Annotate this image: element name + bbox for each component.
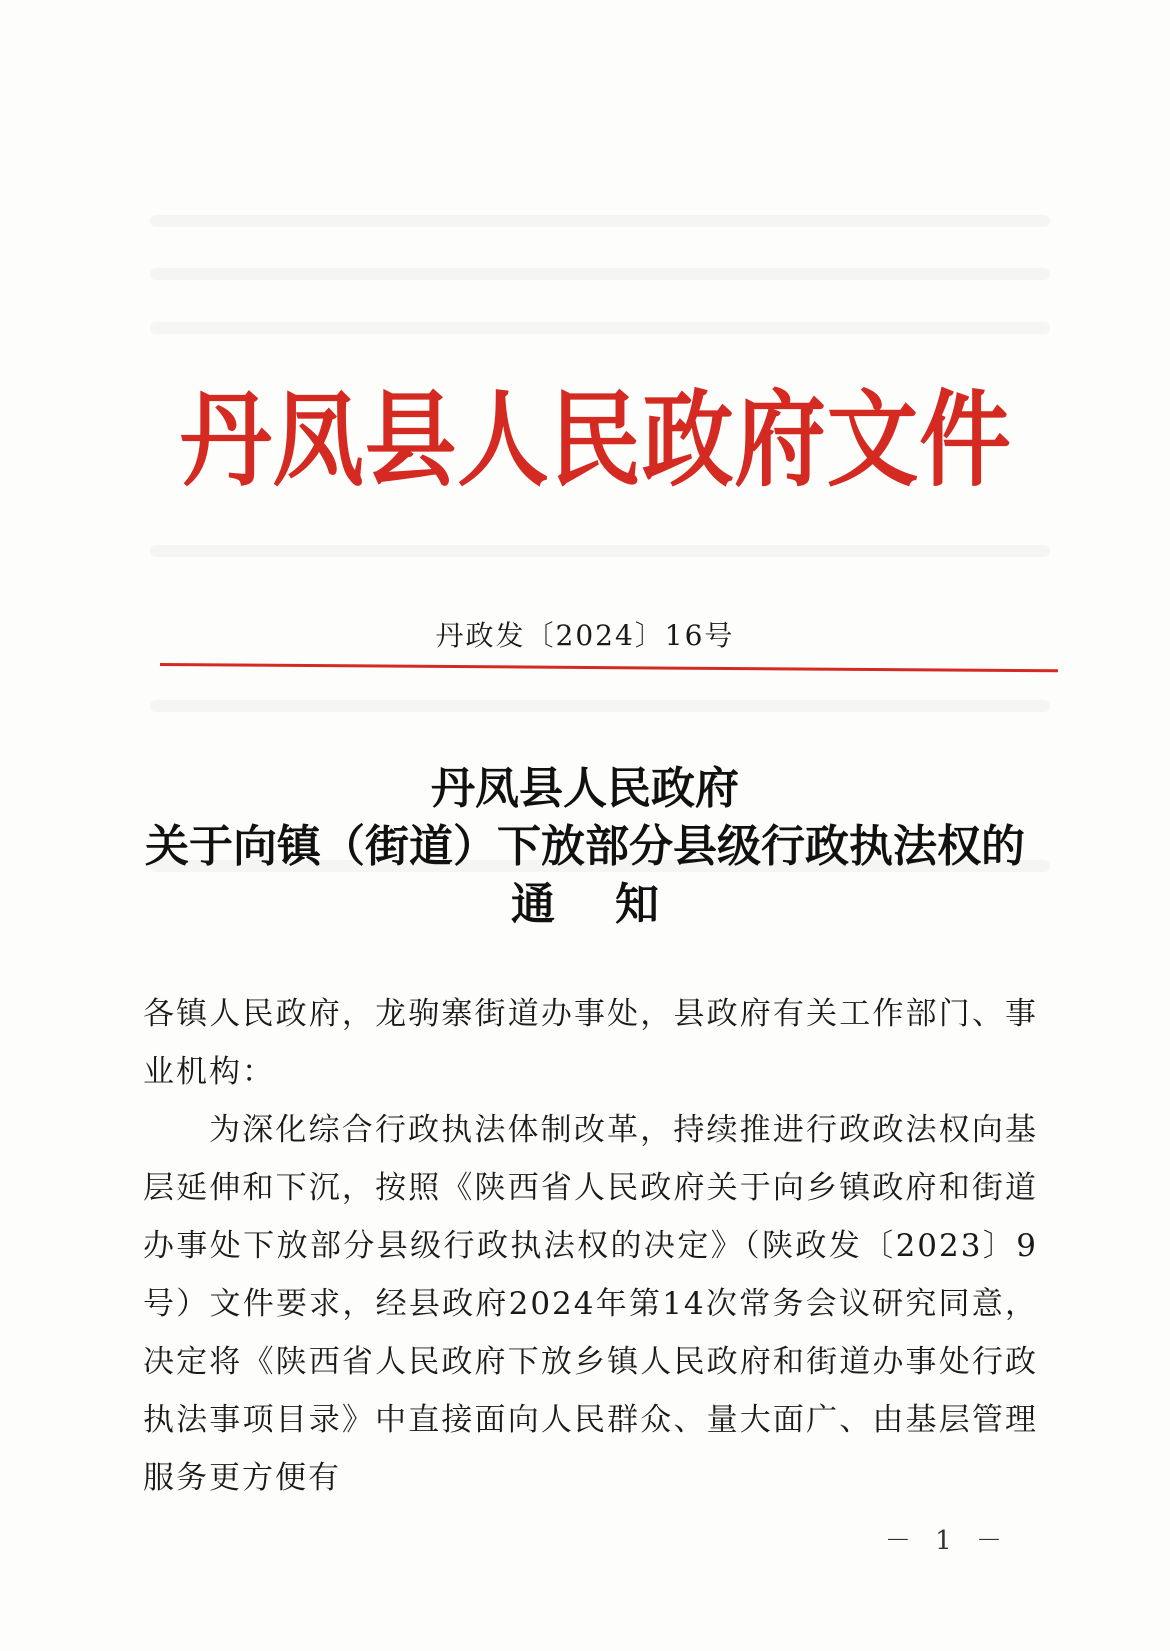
notice-body bbox=[143, 985, 1038, 1507]
title-line-subject: 关于向镇（街道）下放部分县级行政执法权的 bbox=[145, 821, 1025, 872]
red-divider-line bbox=[160, 663, 1058, 672]
bleed-through-line bbox=[150, 215, 1050, 227]
body-paragraph: 为深化综合行政执法体制改革，持续推进行政政法权向基层延伸和下沉，按照《陕西省人民政府关于向乡镇政府和街道办事处下放部分县级行政执法权的决定》（陕政发〔2023〕9号）文件要求，经县政府2024年第14次常务会议研究同意，决定将《陕西省人民政府下放乡镇人民政府和街道办事处行政执法事项目录》中直接面向人民群众、量大面广、由基层管理服务更方便有 bbox=[143, 1112, 1038, 1496]
document-number: 丹政发〔2024〕16号 bbox=[435, 619, 735, 652]
title-line-type: 通知 bbox=[511, 879, 719, 930]
document-header-title: 丹凤县人民政府文件 bbox=[180, 378, 1012, 501]
notice-title bbox=[0, 760, 1170, 934]
title-line-issuer: 丹凤县人民政府 bbox=[431, 763, 739, 814]
page-number: － 1 － bbox=[884, 1526, 1010, 1556]
bleed-through-line bbox=[150, 700, 1050, 712]
bleed-through-line bbox=[150, 322, 1050, 334]
addressee-line: 各镇人民政府，龙驹寨街道办事处，县政府有关工作部门、事业机构： bbox=[143, 996, 1038, 1090]
bleed-through-line bbox=[150, 545, 1050, 557]
bleed-through-line bbox=[150, 268, 1050, 280]
